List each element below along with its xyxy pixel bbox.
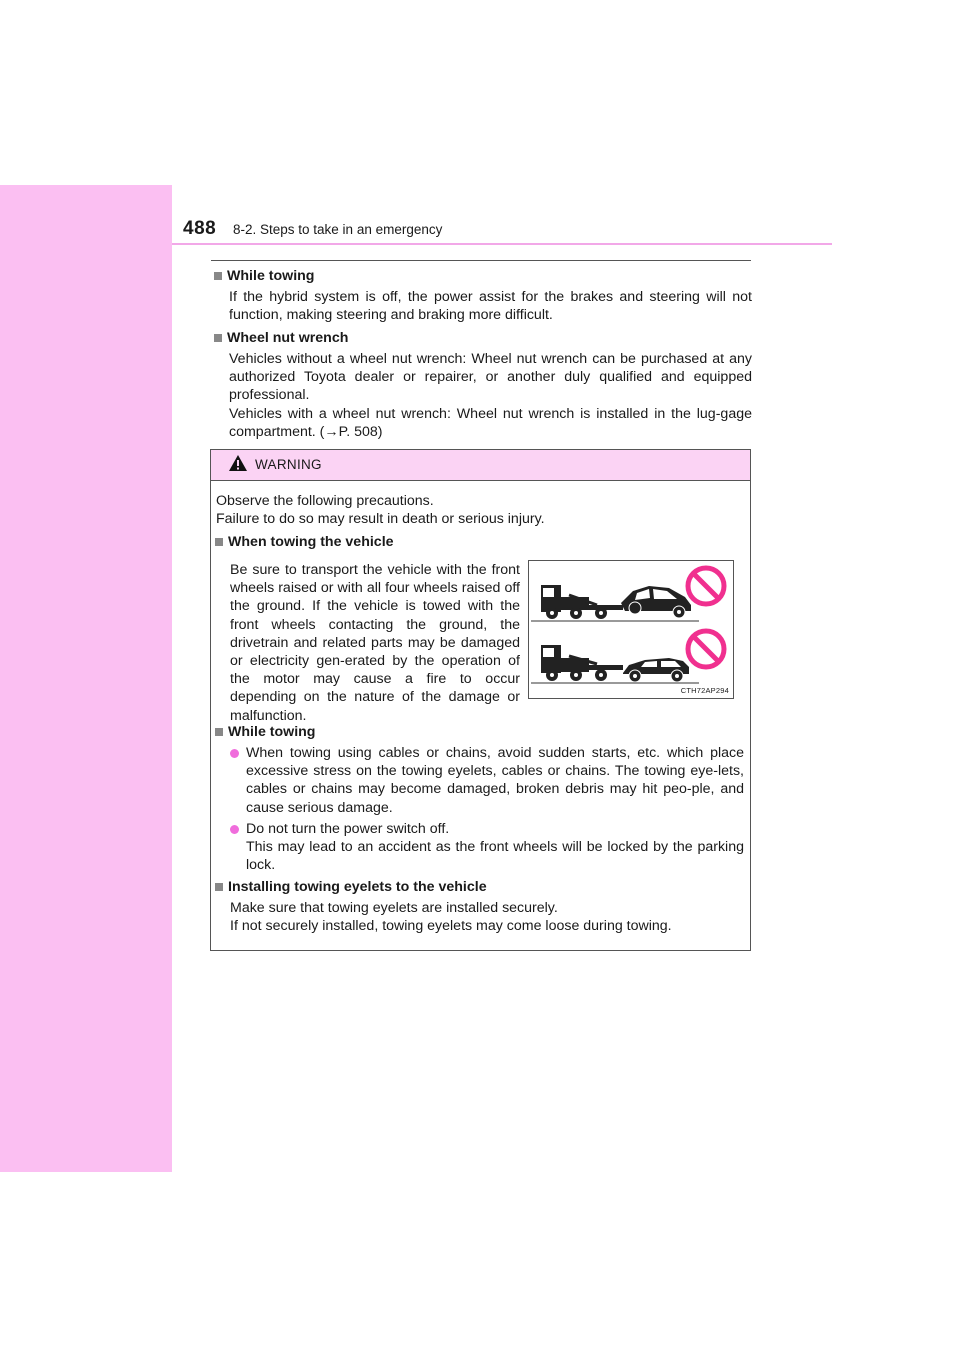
prohibition-icon — [688, 631, 724, 667]
warning-label: WARNING — [255, 457, 322, 472]
round-bullet-icon — [230, 825, 239, 834]
header-divider — [172, 243, 832, 245]
note-text: If the hybrid system is off, the power assist for the brakes and steering will not function, making steering and braking more difficult. — [229, 289, 752, 324]
warning-heading: While towing — [213, 723, 315, 741]
figure-code: CTH72AP294 — [680, 686, 729, 695]
warning-text: Make sure that towing eyelets are installed securely. — [230, 900, 558, 916]
warning-header — [211, 450, 750, 481]
square-bullet-icon — [215, 883, 223, 891]
note-text: Vehicles without a wheel nut wrench: Wheel nut wrench can be purchased at any authorized Toyota dealer or repairer, or another duly qualified and equipped professional. — [229, 351, 752, 404]
square-bullet-icon — [215, 538, 223, 546]
section-title: 8-2. Steps to take in an emergency — [233, 222, 443, 237]
warning-text: If not securely installed, towing eyelets may come loose during towing. — [230, 918, 672, 934]
warning-intro: Failure to do so may result in death or serious injury. — [216, 511, 545, 527]
warning-triangle-icon — [228, 454, 248, 472]
warning-intro: Observe the following precautions. — [216, 493, 434, 509]
note-heading: Wheel nut wrench — [212, 329, 752, 347]
square-bullet-icon — [214, 272, 222, 280]
note-wheel-nut-wrench — [212, 329, 752, 441]
list-item: When towing using cables or chains, avoid sudden starts, etc. which place excessive stress on the towing eyelets, cables or chains. The towing eye-lets, cables or chains may become damaged, broken debris may hit peo-ple, and cause serious damage. — [230, 744, 744, 817]
content-divider — [211, 260, 751, 261]
note-text: Vehicles with a wheel nut wrench: Wheel nut wrench is installed in the lug-gage compartment. (→P. 508) — [229, 405, 752, 440]
warning-text: Be sure to transport the vehicle with the front wheels raised or with all four wheels raised off the ground. If the vehicle is towed with the front wheels contacting the ground, the drivetrain and related parts may be damaged or electricity gen-erated by the operation of the motor may cause a fire to occur depending on the nature of the damage or malfunction. — [230, 562, 520, 724]
note-heading: While towing — [212, 267, 752, 285]
note-while-towing — [212, 267, 752, 324]
round-bullet-icon — [230, 749, 239, 758]
prohibition-icon — [688, 568, 724, 604]
towing-diagram — [529, 561, 733, 698]
square-bullet-icon — [214, 334, 222, 342]
warning-heading: When towing the vehicle — [213, 533, 394, 551]
towing-illustration — [528, 560, 734, 699]
page-sidebar-tab — [0, 185, 172, 1172]
car-icon — [623, 658, 689, 682]
list-item: Do not turn the power switch off. This may lead to an accident as the front wheels will be locked by the parking lock. — [230, 820, 744, 875]
page-number: 488 — [183, 218, 217, 239]
warning-heading: Installing towing eyelets to the vehicle — [213, 878, 487, 896]
square-bullet-icon — [215, 728, 223, 736]
car-icon — [621, 586, 691, 618]
